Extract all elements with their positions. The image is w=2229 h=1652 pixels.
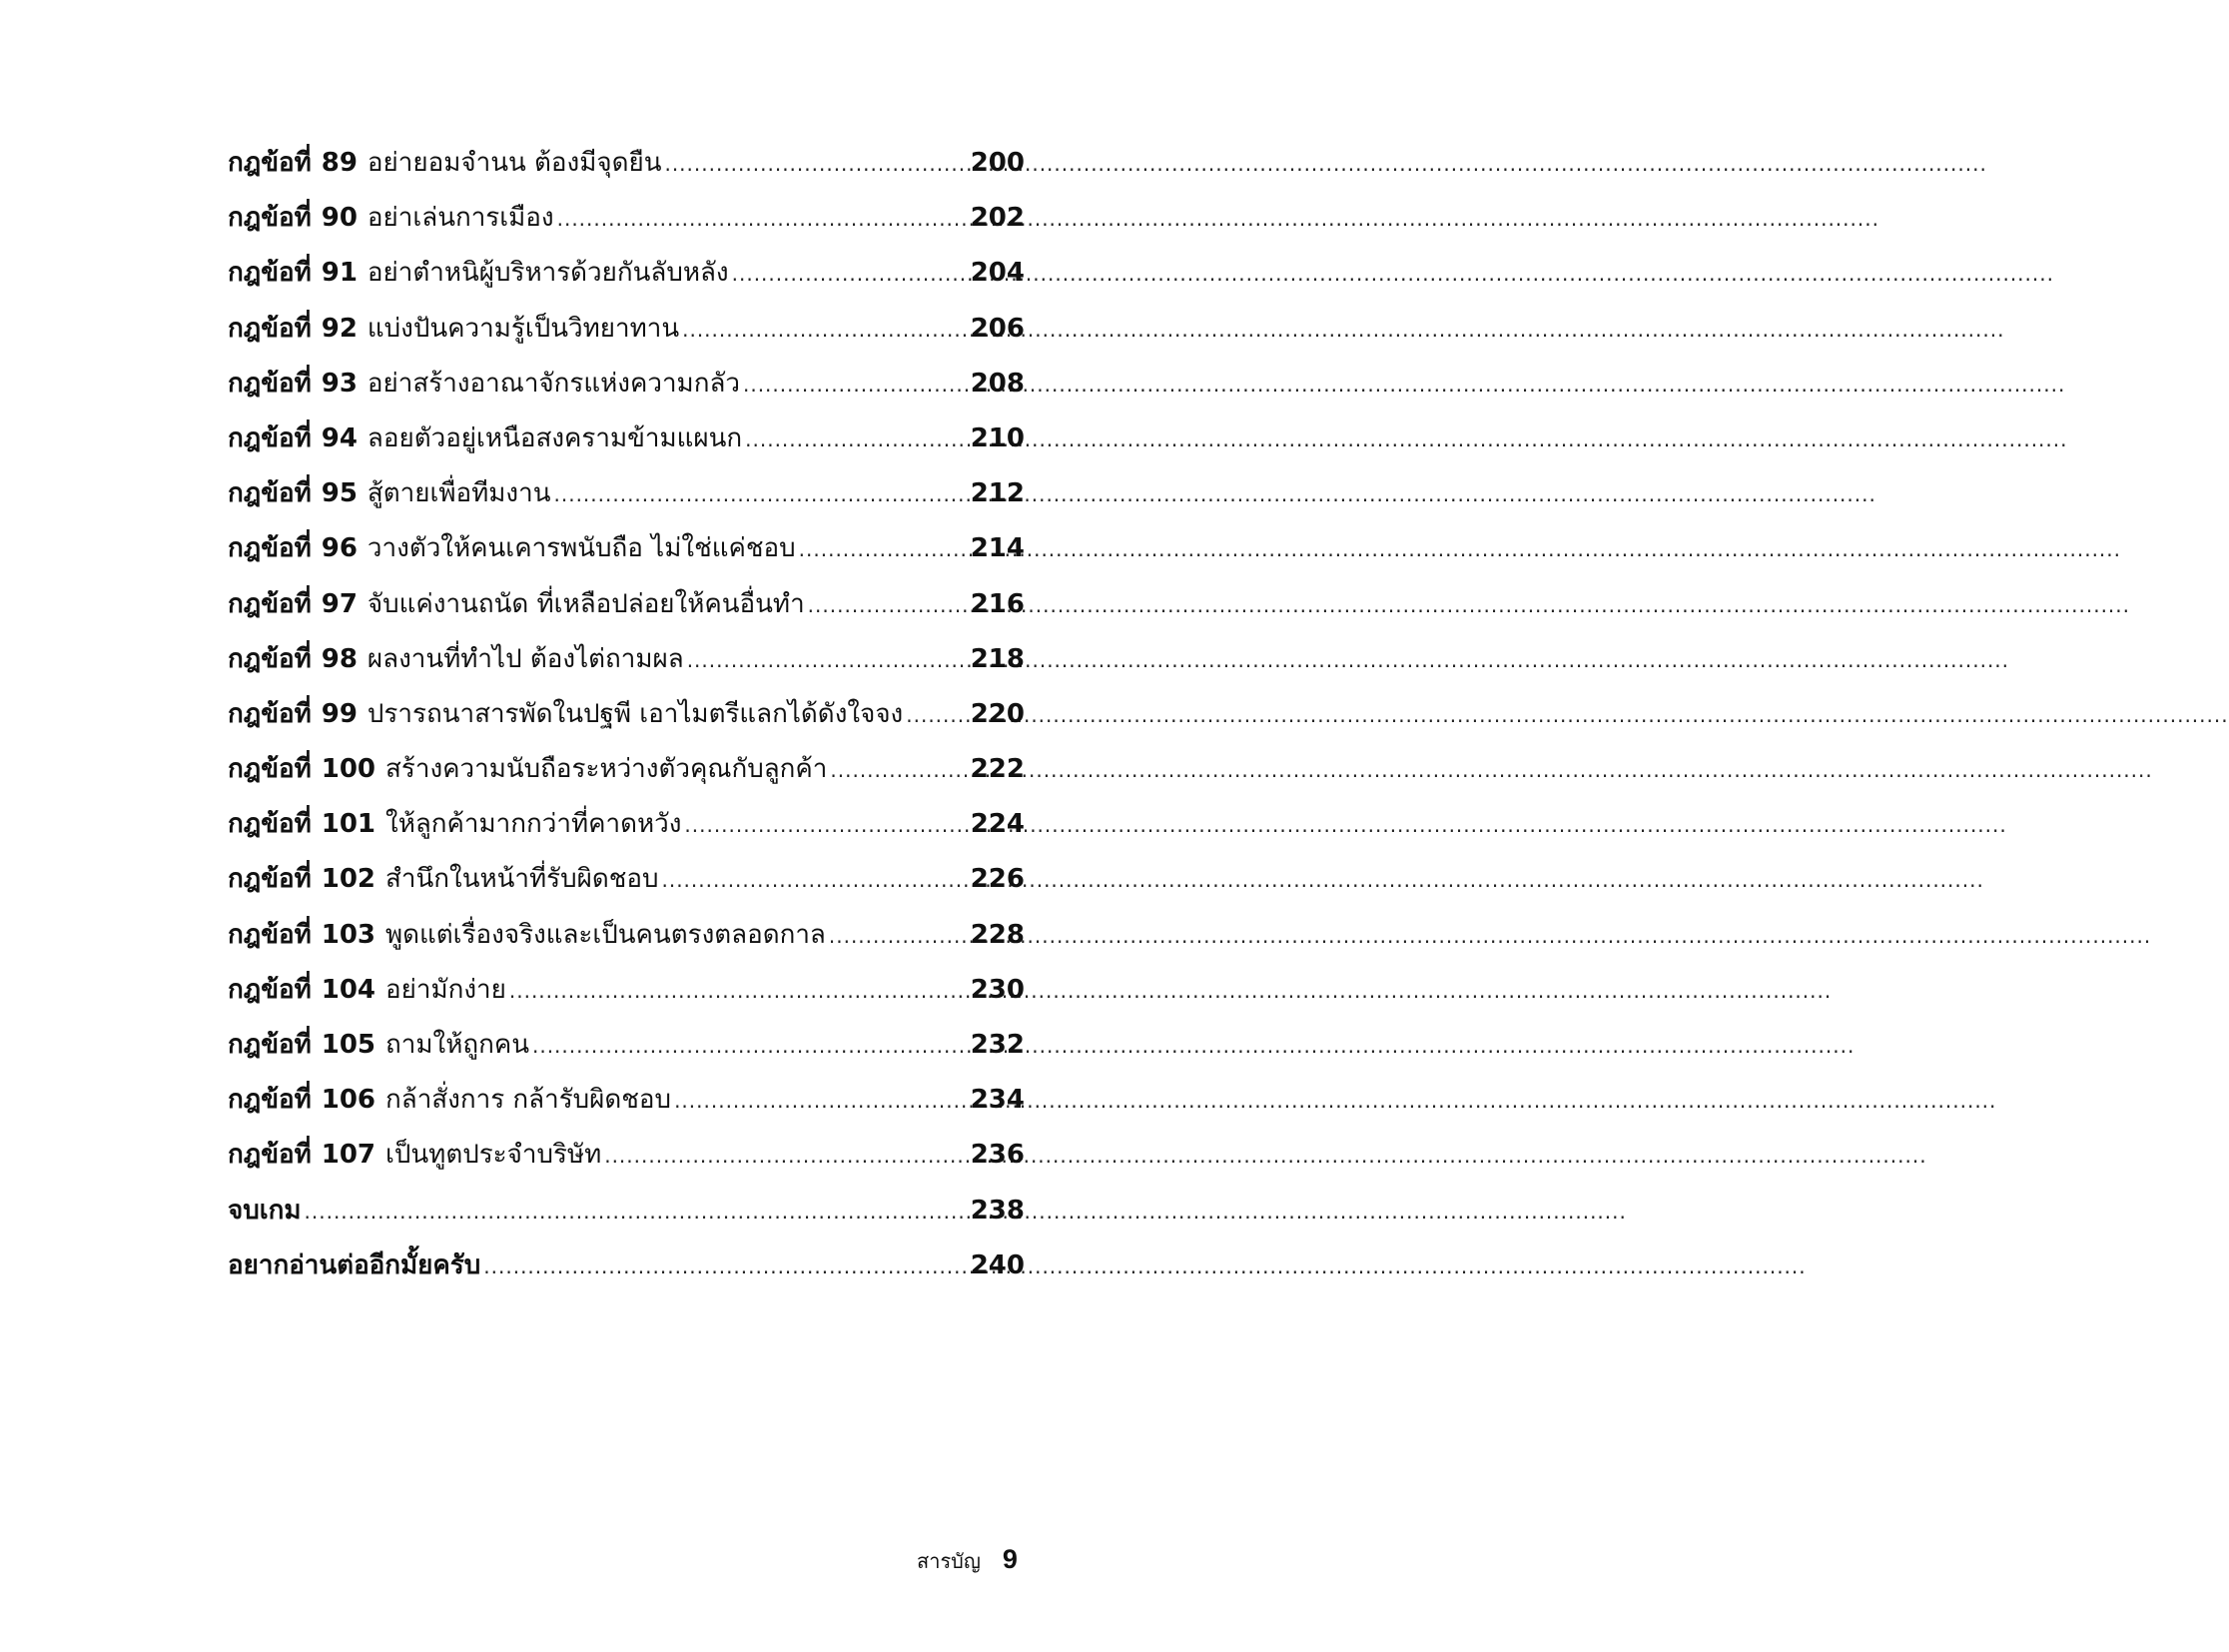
toc-entry-label: กฎข้อที่ (228, 478, 312, 509)
toc-entry-page: 226 (970, 864, 1025, 895)
toc-entry-page: 208 (970, 368, 1025, 399)
toc-entry-number: 102 (321, 864, 376, 895)
toc-entry-number: 105 (321, 1030, 376, 1060)
toc-entry-label: กฎข้อที่ (228, 203, 312, 234)
toc-closing-page: 238 (970, 1195, 1025, 1226)
dot-leader (664, 147, 967, 181)
toc-entry-label: กฎข้อที่ (228, 1030, 312, 1060)
table-of-contents (228, 146, 1025, 1303)
toc-entry (228, 752, 1025, 807)
dot-leader (687, 643, 968, 677)
toc-entry-title: อย่าตำหนิผู้บริหารด้วยกันลับหลัง (367, 258, 729, 289)
toc-entry-label: กฎข้อที่ (228, 974, 312, 1005)
toc-entry-title: อย่าเล่นการเมือง (367, 203, 554, 234)
toc-closing-page: 240 (970, 1249, 1025, 1280)
toc-entry-page: 218 (970, 643, 1025, 674)
toc-entry-page: 224 (970, 809, 1025, 840)
toc-entry-label: กฎข้อที่ (228, 754, 312, 785)
toc-entry-title: อย่าสร้างอาณาจักรแห่งความกลัว (367, 368, 740, 399)
toc-entry-page: 220 (970, 698, 1025, 729)
toc-entry-number: 106 (321, 1085, 376, 1116)
toc-entry (228, 587, 1025, 642)
toc-entry (228, 862, 1025, 917)
toc-entry-label: กฎข้อที่ (228, 864, 312, 895)
toc-entry (228, 367, 1025, 421)
toc-entry-page: 200 (970, 148, 1025, 178)
toc-entry-label: กฎข้อที่ (228, 368, 312, 399)
toc-entry-page: 206 (970, 313, 1025, 344)
toc-entry-label: กฎข้อที่ (228, 258, 312, 289)
toc-entry-page: 232 (970, 1030, 1025, 1060)
toc-entry-page: 228 (970, 919, 1025, 950)
toc-entry-number: 90 (321, 203, 358, 234)
toc-entry (228, 807, 1025, 862)
toc-entry-label: กฎข้อที่ (228, 698, 312, 729)
toc-entry-title: ลอยตัวอยู่เหนือสงครามข้ามแผนก (367, 422, 743, 453)
dot-leader (906, 698, 967, 732)
toc-entry-label: กฎข้อที่ (228, 1085, 312, 1116)
toc-entry-label: กฎข้อที่ (228, 313, 312, 344)
toc-entry-label: กฎข้อที่ (228, 422, 312, 453)
toc-entry (228, 973, 1025, 1028)
toc-entry-title: จับแค่งานถนัด ที่เหลือปล่อยให้คนอื่นทำ (367, 588, 805, 619)
toc-entry (228, 1138, 1025, 1193)
toc-entry (228, 421, 1025, 476)
dot-leader (483, 1249, 967, 1283)
toc-entry-title: แบ่งปันความรู้เป็นวิทยาทาน (367, 313, 680, 344)
toc-entry-page: 234 (970, 1085, 1025, 1116)
toc-entry (228, 146, 1025, 201)
toc-entry (228, 918, 1025, 973)
toc-entry-number: 93 (321, 368, 358, 399)
toc-entry-title: พูดแต่เรื่องจริงและเป็นคนตรงตลอดกาล (385, 919, 826, 950)
toc-entry-page: 236 (970, 1140, 1025, 1171)
toc-entry-page: 222 (970, 754, 1025, 785)
toc-entry-number: 97 (321, 588, 358, 619)
toc-entry (228, 476, 1025, 531)
toc-entry-number: 98 (321, 643, 358, 674)
toc-entry-title: เป็นทูตประจำบริษัท (385, 1140, 602, 1171)
dot-leader (509, 974, 968, 1008)
toc-closing-label: จบเกม (228, 1195, 302, 1226)
toc-closing-label: อยากอ่านต่ออีกมั้ยครับ (228, 1249, 481, 1280)
toc-entry-title: สร้างความนับถือระหว่างตัวคุณกับลูกค้า (385, 754, 828, 785)
dot-leader (305, 1195, 968, 1229)
toc-entry (228, 697, 1025, 752)
dot-leader (674, 1084, 968, 1118)
toc-entry-title: ปรารถนาสารพัดในปฐพี เอาไมตรีแลกได้ดังใจจง (367, 698, 904, 729)
toc-entry-page: 204 (970, 258, 1025, 289)
dot-leader (604, 1139, 968, 1173)
toc-entry-number: 89 (321, 148, 358, 178)
toc-entry-page: 216 (970, 588, 1025, 619)
toc-entry-title: ให้ลูกค้ามากกว่าที่คาดหวัง (385, 809, 682, 840)
toc-entry-title: อย่ามักง่าย (385, 974, 506, 1005)
dot-leader (554, 477, 968, 511)
toc-entry-number: 91 (321, 258, 358, 289)
toc-entry-page: 210 (970, 422, 1025, 453)
toc-entry (228, 256, 1025, 311)
dot-leader (732, 257, 968, 291)
toc-entry-label: กฎข้อที่ (228, 148, 312, 178)
toc-entry-title: กล้าสั่งการ กล้ารับผิดชอบ (385, 1085, 672, 1116)
dot-leader (799, 532, 968, 566)
toc-entry-number: 99 (321, 698, 358, 729)
toc-entry-number: 100 (321, 754, 376, 785)
toc-entry-number: 103 (321, 919, 376, 950)
dot-leader (830, 753, 967, 787)
toc-entry-number: 96 (321, 533, 358, 564)
toc-entry-title: ผลงานที่ทำไป ต้องไต่ถามผล (367, 643, 684, 674)
toc-entry-number: 104 (321, 974, 376, 1005)
dot-leader (745, 422, 968, 456)
dot-leader (661, 863, 967, 897)
toc-entry-label: กฎข้อที่ (228, 809, 312, 840)
footer-section-label: สารบัญ (917, 1551, 981, 1573)
dot-leader (808, 588, 968, 622)
toc-closing-entry (228, 1248, 1025, 1303)
toc-entry (228, 1083, 1025, 1138)
toc-entry-number: 95 (321, 478, 358, 509)
toc-entry-number: 94 (321, 422, 358, 453)
footer-page-number: 9 (1002, 1544, 1018, 1574)
toc-entry-page: 230 (970, 974, 1025, 1005)
toc-entry-number: 92 (321, 313, 358, 344)
toc-entry-number: 107 (321, 1140, 376, 1171)
dot-leader (743, 368, 968, 402)
toc-entry (228, 312, 1025, 367)
dot-leader (682, 313, 968, 347)
dot-leader (532, 1029, 968, 1063)
toc-entry-title: ถามให้ถูกคน (385, 1030, 529, 1060)
toc-entry-page: 202 (970, 203, 1025, 234)
toc-entry-page: 212 (970, 478, 1025, 509)
toc-entry-title: สำนึกในหน้าที่รับผิดชอบ (385, 864, 659, 895)
toc-entry-label: กฎข้อที่ (228, 533, 312, 564)
toc-entry (228, 201, 1025, 256)
toc-entry-title: อย่ายอมจำนน ต้องมีจุดยืน (367, 148, 662, 178)
dot-leader (684, 808, 967, 842)
toc-entry (228, 1028, 1025, 1083)
toc-entry (228, 642, 1025, 697)
dot-leader (829, 919, 968, 953)
toc-entry-label: กฎข้อที่ (228, 919, 312, 950)
page-footer (917, 1544, 1018, 1577)
toc-entry-page: 214 (970, 533, 1025, 564)
toc-entry-label: กฎข้อที่ (228, 643, 312, 674)
toc-entry-title: สู้ตายเพื่อทีมงาน (367, 478, 551, 509)
toc-entry-label: กฎข้อที่ (228, 588, 312, 619)
toc-entry (228, 531, 1025, 586)
toc-entry-title: วางตัวให้คนเคารพนับถือ ไม่ใช่แค่ชอบ (367, 533, 796, 564)
toc-entry-number: 101 (321, 809, 376, 840)
toc-closing-entry (228, 1194, 1025, 1248)
dot-leader (557, 202, 968, 236)
toc-entry-label: กฎข้อที่ (228, 1140, 312, 1171)
